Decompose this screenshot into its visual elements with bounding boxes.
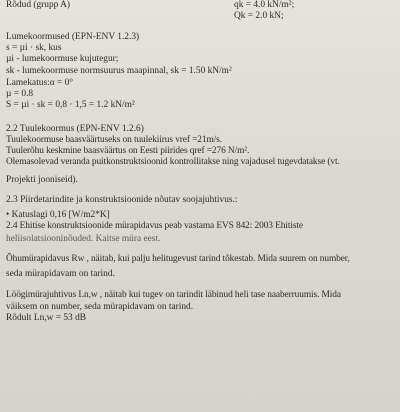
impact-noise-line-1: Löögimürajuhtivus Ln,w , näitab kui tugev on tarindit läbinud heli tase naaberruumis. Mida: [6, 290, 341, 300]
airborne-noise-line-2: seda mürapidavam on tarind.: [6, 269, 115, 279]
wind-load-title: 2.2 Tuulekoormus (EPN-ENV 1.2.6): [6, 124, 144, 134]
roof-u-value: • Katuslagi 0,16 [W/m2*K]: [6, 210, 110, 220]
thermal-title: 2.3 Piirdetarindite ja konstruktsioonide nõutav soojajuhtivus.:: [6, 195, 238, 205]
snow-formula: s = µi · sk, kus: [6, 43, 62, 53]
balcony-group-label: Rõdud (grupp A): [6, 0, 71, 10]
impact-noise-line-2: väiksem on number, seda mürapidavam on tarind.: [6, 302, 194, 312]
Qk-value: Qk = 2.0 kN;: [234, 11, 284, 21]
wind-line-3: Olemasolevad veranda puitkonstruktsioonid kontrollitakse ning vajadusel tugevdatakse (vt.: [6, 157, 340, 167]
snow-mu-value: µ = 0.8: [6, 89, 34, 99]
snow-load-result: S = µi · sk = 0,8 · 1,5 = 1.2 kN/m²: [6, 100, 135, 110]
roof-slope: Lamekatus:α = 0°: [6, 78, 74, 88]
snow-sk-definition: sk - lumekoormuse normsuurus maapinnal, sk = 1.50 kN/m²: [6, 66, 232, 76]
airborne-noise-line-1: Õhumürapidavus Rw , näitab, kui palju helitugevust tarind tõkestab. Mida suurem on number,: [6, 254, 350, 264]
balcony-impact-noise: Rõdult Ln,w = 53 dB: [6, 313, 87, 323]
snow-load-title: Lumekoormused (EPN-ENV 1.2.3): [6, 32, 140, 42]
sound-requirement-line-1: 2.4 Ehitise konstruktsioonide mürapidavus peab vastama EVS 842: 2003 Ehitiste: [6, 221, 303, 231]
snow-mu-definition: µi - lumekoormuse kujutegur;: [6, 54, 119, 64]
wind-line-4: Projekti jooniseid).: [6, 175, 78, 185]
wind-line-1: Tuulekoormuse baasväärtuseks on tuulekiirus vref =21m/s.: [6, 135, 222, 145]
wind-line-2: Tuulerõhu keskmine baasväärtus on Eesti piirides qref =276 N/m².: [6, 146, 250, 156]
sound-requirement-line-2: heliisolatsiooninõuded. Kaitse müra eest.: [6, 234, 161, 244]
qk-value: qk = 4.0 kN/m²;: [234, 0, 295, 10]
